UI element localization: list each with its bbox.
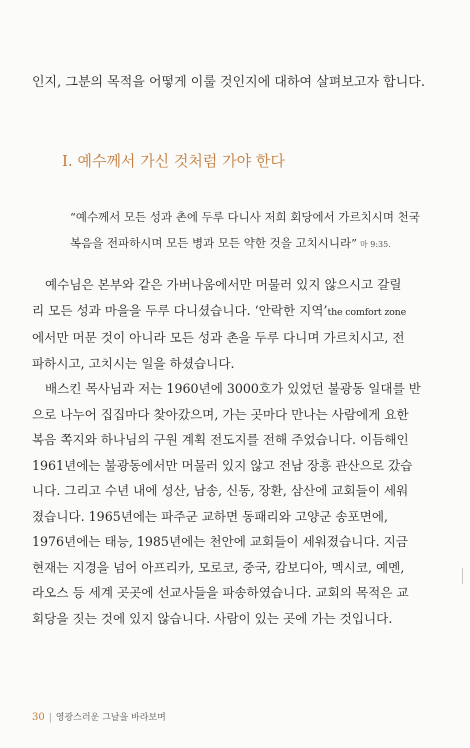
quote-line-2-text: 복음을 전파하시며 모든 병과 모든 약한 것을 고치시니라” [70,236,357,250]
footer-separator: | [48,713,52,723]
english-gloss: the comfort zone [327,306,407,318]
body-line: 에서만 머문 것이 아니라 모든 성과 촌을 두루 다니며 가르치시고, 전 [32,330,405,345]
body-line: 니다. 그리고 수년 내에 성산, 남송, 신동, 장환, 삼산에 교회들이 세워 [32,483,409,498]
page-footer [32,710,166,723]
body-line: 현재는 지경을 넘어 아프리카, 모로코, 중국, 캄보디아, 멕시코, 예멘, [32,559,405,575]
book-title: 영광스러운 그날을 바라보며 [55,713,166,723]
quote-line-1: “예수께서 모든 성과 촌에 두루 다니사 저희 회당에서 가르치시며 천국 [70,210,420,224]
body-line: 1961년에는 불광동에서만 머물러 있지 않고 전남 장흥 관산으로 갔습 [32,457,413,473]
body-line: 라오스 등 세계 곳곳에 선교사들을 파송하였습니다. 교회의 목적은 교 [32,585,409,600]
body-text [32,272,442,631]
body-line: 예수님은 본부와 같은 가버나움에서만 머물러 있지 않으시고 갈릴 [45,277,402,292]
body-line: 졌습니다. 1965년에는 파주군 교하면 동패리와 고양군 송포면에, [32,508,389,524]
page-number: 30 [32,712,45,723]
body-line-text: 리 모든 성과 마을을 두루 다니셨습니다. ‘안락한 지역’ [32,302,328,318]
scripture-reference: 마 9:35. [359,240,391,249]
intro-paragraph: 인지, 그분의 목적을 어떻게 이룰 것인지에 대하여 살펴보고자 합니다. [32,75,425,90]
body-line: 회당을 짓는 것에 있지 않습니다. 사람이 있는 곳에 가는 것입니다. [32,610,393,626]
scripture-quote [70,204,430,258]
body-line: 1976년에는 태능, 1985년에는 천안에 교회들이 세워졌습니다. 지금 [32,534,408,549]
quote-line-2 [70,230,430,258]
body-line: 파하시고, 고치시는 일을 하셨습니다. [32,355,235,371]
body-line [32,298,442,326]
body-line: 복음 쪽지와 하나님의 구원 계획 전도지를 전해 주었습니다. 이듬해인 [32,432,409,447]
page-edge-mark [462,568,463,584]
section-heading: I. 예수께서 가신 것처럼 가야 한다 [62,152,285,170]
body-line: 으로 나누어 집집마다 찾아갔으며, 가는 곳마다 만나는 사람에게 요한 [32,406,409,422]
body-line: 배스킨 목사님과 저는 1960년에 3000호가 있었던 불광동 일대를 반 [45,381,421,396]
